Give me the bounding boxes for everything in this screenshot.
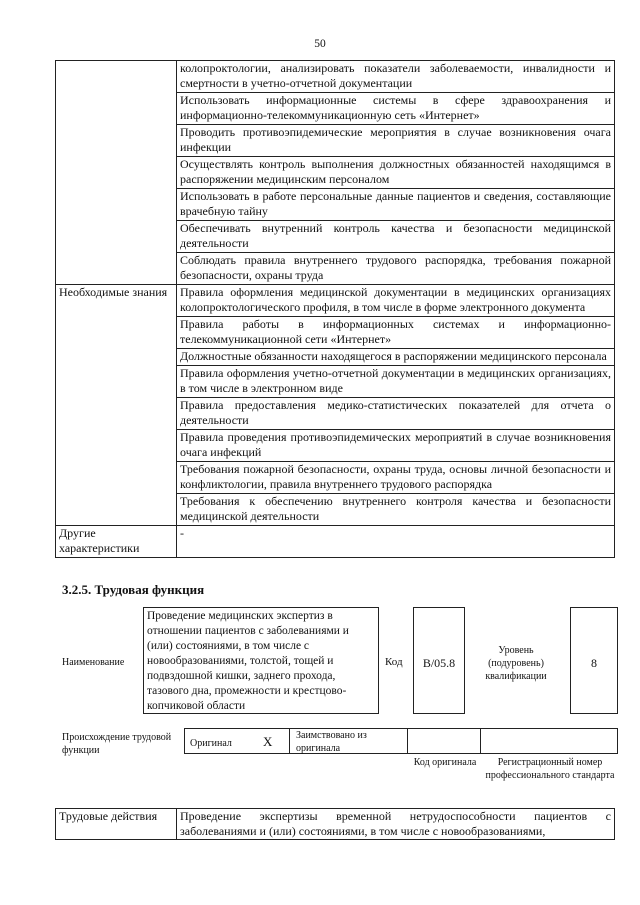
row-item: Правила проведения противоэпидемических мероприятий в случае возникновения очага инфекций bbox=[177, 430, 615, 462]
origin-label: Происхождение трудовой функции bbox=[62, 732, 172, 756]
row-item: Правила предоставления медико-статистических показателей для отчета о деятельности bbox=[177, 398, 615, 430]
row-item: Правила работы в информационных системах и информационно-телекоммуникационной сети «Интернет» bbox=[177, 317, 615, 349]
row-item: Проводить противоэпидемические мероприятия в случае возникновения очага инфекции bbox=[177, 125, 615, 157]
page-number: 50 bbox=[314, 38, 326, 50]
row-item: Использовать в работе персональные данные пациентов и сведения, составляющие врачебную тайну bbox=[177, 189, 615, 221]
level-value: 8 bbox=[570, 607, 618, 714]
row-item: Обеспечивать внутренний контроль качества и безопасности медицинской деятельности bbox=[177, 221, 615, 253]
table-row bbox=[56, 526, 615, 558]
labor-actions-text: Проведение экспертизы временной нетрудоспособности пациентов с заболеваниями и (или) состояниями, в том числе с новообразованиями, bbox=[177, 809, 615, 840]
original-label: Оригинал bbox=[190, 738, 232, 749]
row-label: Другие характеристики bbox=[56, 526, 177, 558]
row-item: Должностные обязанности находящегося в распоряжении медицинского персонала bbox=[177, 349, 615, 366]
borrowed-label: Заимствовано из оригинала bbox=[296, 730, 367, 754]
name-value: Проведение медицинских экспертиз в отношении пациентов с заболеваниями и (или) состояниями, в том числе с новообразованиями, толстой, тощей и подвздошной кишки, заднего прохода, тазового дна, промежности и крестцово-копчиковой области bbox=[143, 607, 379, 714]
row-item: колопроктологии, анализировать показатели заболеваемости, инвалидности и смертности в учетно-отчетной документации bbox=[177, 61, 615, 93]
code-value: B/05.8 bbox=[413, 607, 465, 714]
labor-actions-label: Трудовые действия bbox=[56, 809, 177, 840]
code-label: Код bbox=[385, 656, 403, 668]
row-label: Необходимые знания bbox=[56, 285, 177, 526]
row-label bbox=[56, 61, 177, 285]
table-row bbox=[56, 61, 615, 93]
row-item: Использовать информационные системы в сфере здравоохранения и информационно-телекоммуникационную сеть «Интернет» bbox=[177, 93, 615, 125]
row-item: Правила оформления медицинской документации в медицинских организациях колопроктологического профиля, в том числе в форме электронного документа bbox=[177, 285, 615, 317]
name-label: Наименование bbox=[62, 657, 125, 668]
requirements-table bbox=[55, 60, 615, 558]
code-caption: Код оригинала bbox=[413, 757, 477, 768]
labor-actions-table bbox=[55, 808, 615, 840]
row-item: - bbox=[177, 526, 615, 558]
table-row bbox=[56, 285, 615, 317]
row-item: Требования к обеспечению внутреннего контроля качества и безопасности медицинской деятельности bbox=[177, 494, 615, 526]
level-label: Уровень (подуровень) квалификации bbox=[485, 645, 547, 682]
reg-caption: Регистрационный номер профессионального стандарта bbox=[485, 757, 615, 781]
row-item: Требования пожарной безопасности, охраны труда, основы личной безопасности и конфликтологии, правила внутреннего трудового распорядка bbox=[177, 462, 615, 494]
section-title: 3.2.5. Трудовая функция bbox=[62, 582, 205, 597]
row-item: Правила оформления учетно-отчетной документации в медицинских организациях, в том числе в электронном виде bbox=[177, 366, 615, 398]
row-item: Соблюдать правила внутреннего трудового распорядка, требования пожарной безопасности, охраны труда bbox=[177, 253, 615, 285]
row-item: Осуществлять контроль выполнения должностных обязанностей находящимся в распоряжении медицинским персоналом bbox=[177, 157, 615, 189]
original-mark: X bbox=[263, 734, 273, 749]
